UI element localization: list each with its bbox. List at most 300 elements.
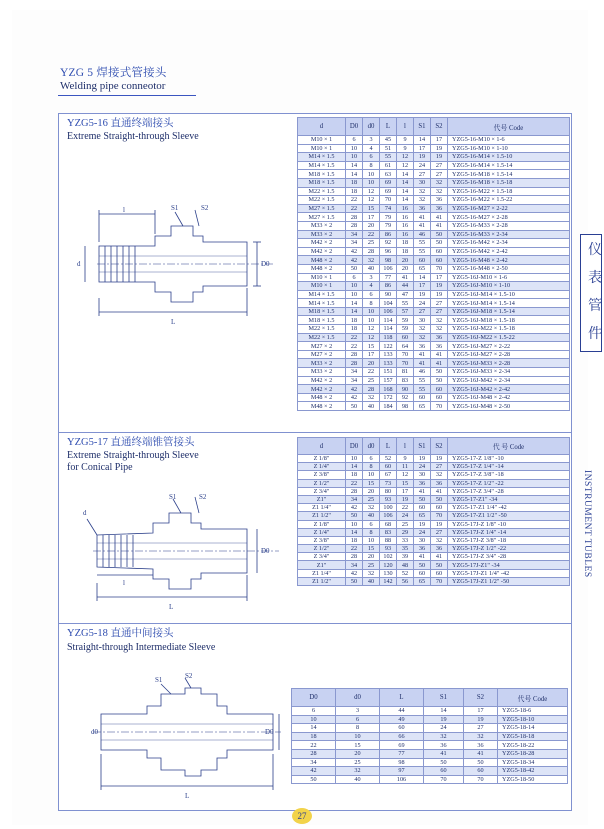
- table-cell: M48 × 2: [298, 256, 346, 265]
- table-cell: 63: [380, 170, 397, 179]
- table-cell: 41: [414, 213, 431, 222]
- table-cell: YZG5-18-50: [498, 775, 568, 784]
- table-cell: 114: [380, 316, 397, 325]
- table-header-cell: L: [380, 118, 397, 136]
- table-cell: 50: [346, 264, 363, 273]
- table-cell: 32: [431, 325, 448, 334]
- table-cell: 60: [380, 463, 397, 471]
- table-cell: 98: [380, 256, 397, 265]
- table-row: [298, 577, 570, 585]
- table-cell: 55: [380, 153, 397, 162]
- table-cell: 44: [397, 282, 414, 291]
- table-cell: 10: [346, 282, 363, 291]
- table-cell: 24: [414, 528, 431, 536]
- table-cell: 36: [431, 204, 448, 213]
- table-cell: YZG5-16-M48 × 2-50: [448, 264, 570, 273]
- table-cell: 10: [363, 536, 380, 544]
- table-cell: 22: [363, 230, 380, 239]
- table-header-cell: D0: [346, 118, 363, 136]
- table-cell: 10: [363, 178, 380, 187]
- label-d: d: [77, 260, 81, 268]
- table-row: [292, 724, 568, 733]
- table-cell: 60: [414, 393, 431, 402]
- table-cell: Z 3/4": [298, 553, 346, 561]
- table-cell: 14: [346, 463, 363, 471]
- table-row: [298, 350, 570, 359]
- table-cell: 98: [397, 402, 414, 411]
- table-cell: 77: [380, 749, 424, 758]
- table-cell: 25: [397, 520, 414, 528]
- table-header-cell: S1: [414, 118, 431, 136]
- table-cell: YZG5-17-Z1" -34: [448, 495, 570, 503]
- table-cell: M42 × 2: [298, 247, 346, 256]
- table-header-cell: L: [380, 689, 424, 707]
- sidebar-char: 管: [588, 298, 602, 314]
- label-L-2: L: [169, 603, 174, 611]
- table-header-cell: L: [380, 438, 397, 455]
- table-cell: YZG5-17-Z1 1/2" -50: [448, 512, 570, 520]
- table-cell: 34: [346, 495, 363, 503]
- table-cell: 79: [380, 221, 397, 230]
- table-cell: 32: [414, 333, 431, 342]
- table-cell: M18 × 1.5: [298, 178, 346, 187]
- table-cell: M18 × 1.5: [298, 316, 346, 325]
- table-row: [298, 273, 570, 282]
- table-cell: 17: [431, 273, 448, 282]
- table-cell: 50: [431, 495, 448, 503]
- table-cell: 48: [397, 561, 414, 569]
- table-cell: 184: [380, 402, 397, 411]
- table-row: [298, 463, 570, 471]
- table-cell: Z 3/8": [298, 471, 346, 479]
- table-cell: 57: [397, 307, 414, 316]
- table-cell: 67: [380, 471, 397, 479]
- table-header-cell: S2: [431, 438, 448, 455]
- table-cell: 10: [363, 307, 380, 316]
- table-cell: 22: [346, 342, 363, 351]
- table-cell: 32: [464, 732, 498, 741]
- table-cell: 40: [363, 512, 380, 520]
- table-cell: M48 × 2: [298, 393, 346, 402]
- table-cell: 10: [363, 316, 380, 325]
- table-cell: M33 × 2: [298, 230, 346, 239]
- table-cell: 79: [380, 213, 397, 222]
- table-cell: 114: [380, 325, 397, 334]
- table-cell: M18 × 1.5: [298, 170, 346, 179]
- table-cell: 12: [397, 161, 414, 170]
- table-cell: 70: [431, 512, 448, 520]
- table-cell: 14: [397, 178, 414, 187]
- table-cell: 16: [397, 204, 414, 213]
- table-cell: 6: [346, 273, 363, 282]
- table-cell: 172: [380, 393, 397, 402]
- table-cell: 14: [397, 187, 414, 196]
- table-cell: 59: [397, 325, 414, 334]
- table-cell: 12: [363, 187, 380, 196]
- table-cell: 19: [431, 455, 448, 463]
- table-cell: 35: [397, 545, 414, 553]
- table-cell: YZG5-16-M27 × 2-28: [448, 213, 570, 222]
- table-cell: 40: [363, 402, 380, 411]
- table-cell: 41: [431, 553, 448, 561]
- table-cell: YZG5-18-14: [498, 724, 568, 733]
- table-cell: YZG5-17J-Z 1/2" -22: [448, 545, 570, 553]
- table-cell: 64: [397, 342, 414, 351]
- table-cell: 41: [431, 350, 448, 359]
- table-cell: 60: [431, 247, 448, 256]
- table-cell: 41: [414, 553, 431, 561]
- table-cell: M10 × 1: [298, 282, 346, 291]
- table-row: [298, 402, 570, 411]
- table-cell: 77: [380, 273, 397, 282]
- table-cell: 157: [380, 376, 397, 385]
- table-cell: 40: [363, 577, 380, 585]
- table-row: [298, 536, 570, 544]
- table-cell: 20: [336, 749, 380, 758]
- label-l-2: l: [123, 579, 125, 587]
- table-cell: 18: [397, 239, 414, 248]
- table-cell: 120: [380, 561, 397, 569]
- table-row: [298, 204, 570, 213]
- sidebar-english-label: INSTRUMENT TUBLES: [582, 470, 592, 578]
- table-cell: 106: [380, 264, 397, 273]
- table-cell: 32: [431, 471, 448, 479]
- table-cell: 80: [380, 487, 397, 495]
- table-cell: 97: [380, 767, 424, 776]
- table-cell: 27: [414, 307, 431, 316]
- table-cell: 22: [363, 368, 380, 377]
- table-row: [292, 758, 568, 767]
- table-cell: YZG5-16-M33 × 2-28: [448, 221, 570, 230]
- table-cell: M22 × 1.5: [298, 187, 346, 196]
- table-cell: 56: [397, 577, 414, 585]
- table-cell: 32: [431, 316, 448, 325]
- table-cell: 12: [363, 325, 380, 334]
- table-cell: YZG5-16J-M22 × 1.5-22: [448, 333, 570, 342]
- table-row: [298, 178, 570, 187]
- table-row: [298, 153, 570, 162]
- table-header-cell: S1: [424, 689, 464, 707]
- table-row: [298, 333, 570, 342]
- table-cell: M10 × 1: [298, 136, 346, 145]
- table-cell: 12: [363, 196, 380, 205]
- table-cell: 32: [431, 178, 448, 187]
- table-header-cell: l: [397, 118, 414, 136]
- table-cell: 16: [397, 221, 414, 230]
- section1-subtitle: Extreme Straight-through Sleeve: [67, 131, 199, 142]
- table-cell: 60: [431, 504, 448, 512]
- table-cell: 27: [431, 528, 448, 536]
- table-cell: 118: [380, 333, 397, 342]
- table-cell: 32: [424, 732, 464, 741]
- table-cell: 19: [414, 520, 431, 528]
- table-cell: 93: [380, 545, 397, 553]
- table-header-row: [298, 438, 570, 455]
- table-cell: 50: [431, 376, 448, 385]
- table-header-cell: d: [298, 438, 346, 455]
- table-cell: 32: [431, 187, 448, 196]
- table-cell: 36: [414, 342, 431, 351]
- table-cell: Z1 1/2": [298, 577, 346, 585]
- table-cell: 102: [380, 553, 397, 561]
- table-cell: 36: [431, 342, 448, 351]
- table-cell: 41: [414, 221, 431, 230]
- table-cell: 41: [424, 749, 464, 758]
- table-cell: M22 × 1.5: [298, 325, 346, 334]
- table-cell: 14: [346, 170, 363, 179]
- table-cell: 69: [380, 741, 424, 750]
- table-cell: Z1 1/2": [298, 512, 346, 520]
- table-cell: 70: [397, 359, 414, 368]
- table-row: [298, 520, 570, 528]
- table-cell: 122: [380, 342, 397, 351]
- table-row: [298, 256, 570, 265]
- table-cell: 8: [363, 463, 380, 471]
- table-cell: 27: [431, 463, 448, 471]
- table-cell: 28: [346, 359, 363, 368]
- table-cell: 50: [292, 775, 336, 784]
- table-cell: 15: [363, 545, 380, 553]
- table-cell: 46: [414, 230, 431, 239]
- table-cell: 86: [380, 230, 397, 239]
- table-row: [292, 775, 568, 784]
- table-row: [298, 239, 570, 248]
- table-cell: 73: [380, 479, 397, 487]
- table-cell: YZG5-16-M27 × 2-22: [448, 204, 570, 213]
- table-cell: YZG5-18-28: [498, 749, 568, 758]
- table-cell: 22: [346, 204, 363, 213]
- table-cell: 41: [414, 359, 431, 368]
- table-cell: M33 × 2: [298, 359, 346, 368]
- table-cell: 18: [346, 178, 363, 187]
- table-cell: YZG5-16-M42 × 2-34: [448, 239, 570, 248]
- table-cell: 45: [380, 136, 397, 145]
- table-cell: 151: [380, 368, 397, 377]
- table-cell: 61: [380, 161, 397, 170]
- table-cell: 14: [397, 170, 414, 179]
- table-cell: 27: [464, 724, 498, 733]
- table-cell: M14 × 1.5: [298, 290, 346, 299]
- label-s2: S2: [201, 204, 209, 212]
- table-cell: 60: [414, 504, 431, 512]
- table-row: [298, 213, 570, 222]
- table-cell: 19: [424, 715, 464, 724]
- section3-subtitle: Straight-through Intermediate Sleeve: [67, 642, 216, 653]
- table-cell: 32: [363, 569, 380, 577]
- table-cell: 18: [346, 325, 363, 334]
- section1-title: YZG5-16 直通终端接头: [67, 118, 174, 129]
- table-cell: 50: [464, 758, 498, 767]
- table-cell: M42 × 2: [298, 385, 346, 394]
- section2-title: YZG5-17 直通终端锥管接头: [67, 437, 195, 448]
- table-row: [298, 136, 570, 145]
- table-cell: 32: [336, 767, 380, 776]
- table-cell: 50: [431, 561, 448, 569]
- table-cell: 19: [464, 715, 498, 724]
- table-cell: 34: [292, 758, 336, 767]
- table-cell: YZG5-17J-Z 1/4" -14: [448, 528, 570, 536]
- table-cell: 14: [346, 299, 363, 308]
- table-cell: M18 × 1.5: [298, 307, 346, 316]
- label-L-3: L: [185, 792, 190, 800]
- table-cell: Z 1/2": [298, 479, 346, 487]
- table-cell: YZG5-17-Z 1/4" -14: [448, 463, 570, 471]
- table-cell: 42: [346, 385, 363, 394]
- table-cell: M48 × 2: [298, 402, 346, 411]
- table-row: [298, 144, 570, 153]
- table-cell: 36: [414, 545, 431, 553]
- table-cell: Z1": [298, 561, 346, 569]
- table-cell: 69: [380, 178, 397, 187]
- table-cell: 55: [414, 239, 431, 248]
- table-cell: 55: [414, 385, 431, 394]
- table-row: [298, 385, 570, 394]
- table-cell: 36: [431, 479, 448, 487]
- table-header-cell: D0: [292, 689, 336, 707]
- table-cell: 28: [363, 247, 380, 256]
- table-cell: 68: [380, 520, 397, 528]
- table-cell: 17: [363, 213, 380, 222]
- table-cell: 34: [346, 230, 363, 239]
- table-cell: YZG5-16J-M10 × 1-6: [448, 273, 570, 282]
- table-cell: M27 × 1.5: [298, 204, 346, 213]
- table-cell: 29: [397, 528, 414, 536]
- table-row: [298, 170, 570, 179]
- table-row: [298, 504, 570, 512]
- table-cell: 50: [424, 758, 464, 767]
- table-cell: 27: [431, 170, 448, 179]
- table-cell: 100: [380, 504, 397, 512]
- table-header-cell: d0: [336, 689, 380, 707]
- table-cell: YZG5-16-M48 × 2-42: [448, 256, 570, 265]
- table-cell: M14 × 1.5: [298, 153, 346, 162]
- table-cell: 14: [346, 307, 363, 316]
- table-cell: 28: [292, 749, 336, 758]
- table-cell: 60: [464, 767, 498, 776]
- table-row: [298, 545, 570, 553]
- table-cell: 60: [414, 256, 431, 265]
- spec-table-yzg5-18: [291, 688, 568, 784]
- sidebar-char: 仪: [588, 242, 602, 258]
- table-cell: YZG5-18-6: [498, 707, 568, 716]
- table-cell: 3: [336, 707, 380, 716]
- table-cell: YZG5-17-Z 1/8" -10: [448, 455, 570, 463]
- table-cell: 10: [346, 455, 363, 463]
- table-cell: 4: [363, 282, 380, 291]
- table-cell: 130: [380, 569, 397, 577]
- table-cell: Z 1/2": [298, 545, 346, 553]
- table-cell: 15: [397, 479, 414, 487]
- table-row: [298, 455, 570, 463]
- table-cell: 34: [346, 239, 363, 248]
- table-cell: 14: [414, 273, 431, 282]
- section-yzg5-16: [58, 113, 572, 433]
- table-cell: 41: [414, 487, 431, 495]
- table-cell: M33 × 2: [298, 221, 346, 230]
- table-cell: 106: [380, 775, 424, 784]
- table-row: [298, 393, 570, 402]
- table-cell: 40: [336, 775, 380, 784]
- table-cell: 28: [346, 221, 363, 230]
- table-cell: M22 × 1.5: [298, 196, 346, 205]
- table-cell: 20: [363, 553, 380, 561]
- table-cell: 133: [380, 350, 397, 359]
- table-cell: YZG5-17-Z1 1/4" -42: [448, 504, 570, 512]
- table-cell: Z1": [298, 495, 346, 503]
- table-cell: 42: [346, 569, 363, 577]
- table-cell: YZG5-17J-Z 3/8" -18: [448, 536, 570, 544]
- table-cell: 36: [431, 545, 448, 553]
- table-cell: 17: [414, 144, 431, 153]
- table-cell: 60: [431, 385, 448, 394]
- table-header-cell: S2: [464, 689, 498, 707]
- table-header-cell: 代号 Code: [498, 689, 568, 707]
- table-row: [298, 471, 570, 479]
- table-cell: 19: [414, 290, 431, 299]
- table-row: [298, 247, 570, 256]
- table-cell: 16: [397, 213, 414, 222]
- table-cell: 51: [380, 144, 397, 153]
- table-cell: 20: [363, 359, 380, 368]
- table-cell: 19: [431, 144, 448, 153]
- fitting-drawing-1: [75, 206, 275, 326]
- table-cell: M14 × 1.5: [298, 299, 346, 308]
- table-cell: 12: [397, 153, 414, 162]
- table-cell: 36: [414, 204, 431, 213]
- table-cell: 50: [414, 495, 431, 503]
- table-cell: 25: [336, 758, 380, 767]
- table-cell: M33 × 2: [298, 368, 346, 377]
- label-D0-3: D0: [265, 728, 274, 736]
- table-row: [298, 264, 570, 273]
- sidebar-chinese-label: [586, 236, 604, 348]
- table-row: [298, 299, 570, 308]
- table-header-cell: 代 号 Code: [448, 438, 570, 455]
- table-cell: 90: [380, 290, 397, 299]
- table-cell: 15: [363, 479, 380, 487]
- table-cell: YZG5-17-Z 3/4" -28: [448, 487, 570, 495]
- table-cell: 22: [292, 741, 336, 750]
- table-cell: YZG5-17-Z 3/8" -18: [448, 471, 570, 479]
- table-cell: 16: [397, 230, 414, 239]
- table-cell: 4: [363, 144, 380, 153]
- table-cell: 32: [363, 393, 380, 402]
- table-cell: 65: [414, 512, 431, 520]
- table-row: [298, 325, 570, 334]
- label-D0-2: D0: [261, 547, 270, 555]
- table-cell: 15: [363, 342, 380, 351]
- table-cell: 17: [363, 350, 380, 359]
- table-cell: 17: [431, 136, 448, 145]
- table-cell: 49: [380, 715, 424, 724]
- table-cell: YZG5-18-18: [498, 732, 568, 741]
- table-row: [298, 512, 570, 520]
- table-cell: 36: [431, 333, 448, 342]
- table-row: [298, 316, 570, 325]
- header-title: YZG 5 焊接式管接头: [60, 67, 167, 79]
- table-cell: 17: [397, 487, 414, 495]
- fitting-drawing-2: [83, 495, 283, 611]
- table-cell: 133: [380, 359, 397, 368]
- table-cell: 93: [380, 495, 397, 503]
- table-cell: 42: [292, 767, 336, 776]
- table-cell: 8: [363, 299, 380, 308]
- table-cell: 42: [346, 393, 363, 402]
- table-cell: 27: [431, 161, 448, 170]
- table-row: [298, 495, 570, 503]
- table-cell: YZG5-16J-M22 × 1.5-18: [448, 325, 570, 334]
- label-d-2: d: [83, 509, 87, 517]
